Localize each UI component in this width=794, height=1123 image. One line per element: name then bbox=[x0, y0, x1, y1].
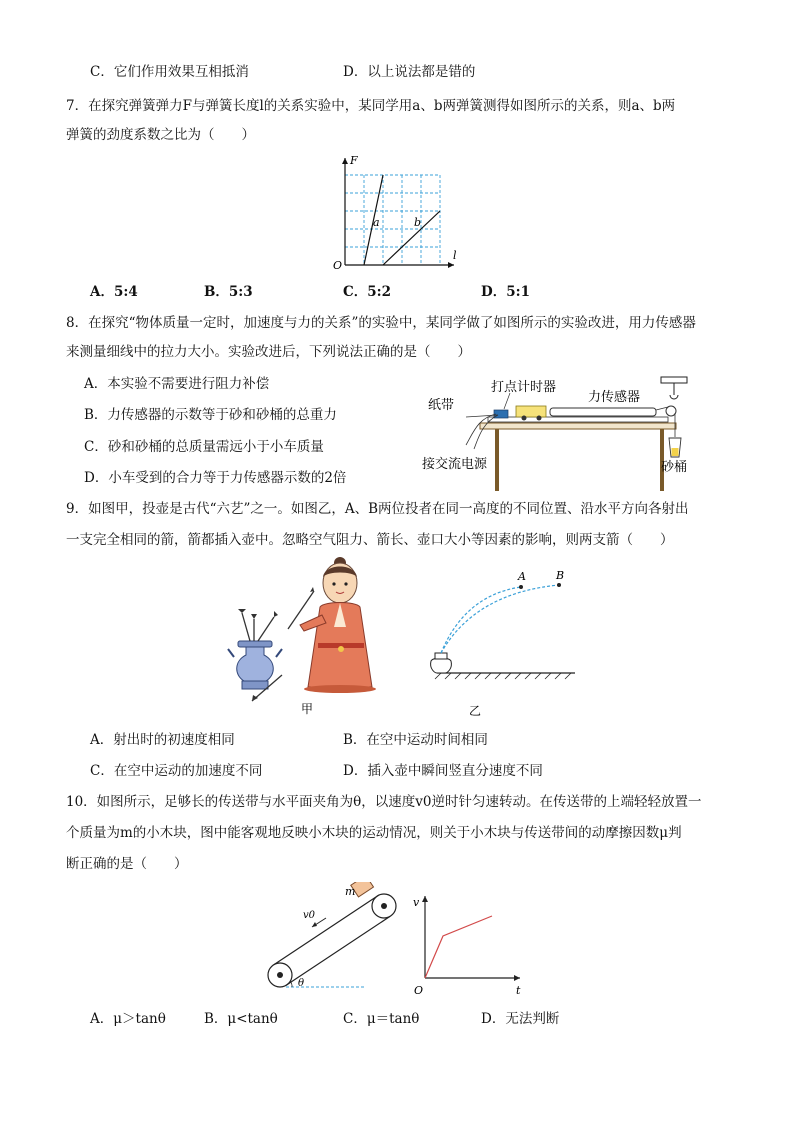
l-axis-label: l bbox=[453, 249, 457, 262]
q7-option-b: B．5:3 bbox=[204, 284, 253, 300]
f-axis-label: F bbox=[350, 154, 358, 167]
origin-label: O bbox=[333, 259, 343, 272]
q8-option-b: B．力传感器的示数等于砂和砂桶的总重力 bbox=[84, 407, 337, 423]
spring-b-line bbox=[383, 211, 440, 265]
trajectory-a bbox=[441, 587, 521, 653]
v-t-curve bbox=[425, 916, 492, 978]
q7-stem-line2: 弹簧的劲度系数之比为（ ） bbox=[66, 127, 255, 143]
q10-belt-figure bbox=[262, 882, 412, 997]
q8-apparatus-figure bbox=[418, 373, 708, 493]
q7-option-d: D．5:1 bbox=[481, 284, 530, 300]
pot-icon bbox=[431, 658, 452, 673]
archer-figure bbox=[300, 557, 376, 693]
bucket-label: 砂桶 bbox=[661, 459, 688, 474]
force-sensor bbox=[550, 408, 656, 416]
q10-option-b: B．μ<tanθ bbox=[204, 1011, 278, 1027]
q7-spring-graph bbox=[330, 152, 465, 272]
cart bbox=[516, 406, 546, 417]
yi-caption: 乙 bbox=[469, 704, 482, 717]
q10-vt-graph bbox=[410, 890, 528, 1000]
q9-option-b: B．在空中运动时间相同 bbox=[343, 732, 488, 748]
timer-label: 打点计时器 bbox=[491, 379, 557, 394]
q9-option-a: A．射出时的初速度相同 bbox=[90, 732, 235, 748]
q10-option-d: D．无法判断 bbox=[481, 1011, 560, 1027]
q10-stem-line2: 个质量为m的小木块，图中能客观地反映小木块的运动情况，则关于小木块与传送带间的动摩擦因数μ判 bbox=[66, 825, 682, 841]
point-b-label: B bbox=[556, 569, 565, 582]
theta-label: θ bbox=[298, 978, 305, 989]
q10-option-a: A．μ＞tanθ bbox=[90, 1011, 166, 1027]
trajectory-b bbox=[441, 585, 559, 653]
q8-stem-line1: 8．在探究“物体质量一定时，加速度与力的关系”的实验中，某同学做了如图所示的实验改进，用力传感器 bbox=[66, 315, 696, 331]
q6-option-d: D．以上说法都是错的 bbox=[343, 64, 476, 80]
q9-option-d: D．插入壶中瞬间竖直分速度不同 bbox=[343, 763, 543, 779]
q7-option-a: A．5:4 bbox=[90, 284, 138, 300]
b-label: b bbox=[414, 216, 422, 229]
q10-stem-line1: 10．如图所示，足够长的传送带与水平面夹角为θ，以速度v0逆时针匀速转动。在传送带的上端轻轻放置一 bbox=[66, 794, 702, 810]
q9-figure-yi bbox=[425, 565, 585, 717]
sensor-label: 力传感器 bbox=[588, 389, 641, 404]
q9-figure-jia bbox=[222, 557, 387, 717]
v-axis-label: v bbox=[413, 896, 420, 909]
q7-option-c: C．5:2 bbox=[343, 284, 392, 300]
q8-option-d: D．小车受到的合力等于力传感器示数的2倍 bbox=[84, 470, 347, 486]
timer-box bbox=[494, 410, 508, 418]
belt-bottom bbox=[286, 916, 390, 985]
v0-label: v0 bbox=[303, 910, 316, 921]
q10-stem-line3: 断正确的是（ ） bbox=[66, 856, 188, 872]
a-label: a bbox=[373, 216, 380, 229]
tape-label: 纸带 bbox=[428, 397, 455, 412]
q6-option-c: C．它们作用效果互相抵消 bbox=[90, 64, 249, 80]
origin-label-vt: O bbox=[414, 984, 424, 997]
belt-top bbox=[274, 896, 378, 965]
q8-stem-line2: 来测量细线中的拉力大小。实验改进后，下列说法正确的是（ ） bbox=[66, 344, 471, 360]
q9-option-c: C．在空中运动的加速度不同 bbox=[90, 763, 263, 779]
q8-option-a: A．本实验不需要进行阻力补偿 bbox=[84, 376, 270, 392]
q8-option-c: C．砂和砂桶的总质量需远小于小车质量 bbox=[84, 439, 324, 455]
t-axis-label: t bbox=[516, 984, 521, 997]
q7-stem-line1: 7．在探究弹簧弹力F与弹簧长度l的关系实验中，某同学用a、b两弹簧测得如图所示的关系，则a、b两 bbox=[66, 98, 676, 114]
q9-stem-line1: 9．如图甲，投壶是古代“六艺”之一。如图乙，A、B两位投者在同一高度的不同位置、沿水平方向各射出 bbox=[66, 501, 689, 517]
jia-caption: 甲 bbox=[301, 702, 314, 716]
q10-option-c: C．μ＝tanθ bbox=[343, 1011, 420, 1027]
mass-label: m bbox=[345, 885, 356, 898]
point-a-label: A bbox=[518, 570, 526, 583]
power-label: 接交流电源 bbox=[422, 456, 488, 471]
q9-stem-line2: 一支完全相同的箭，箭都插入壶中。忽略空气阻力、箭长、壶口大小等因素的影响，则两支箭（ ） bbox=[66, 532, 674, 548]
